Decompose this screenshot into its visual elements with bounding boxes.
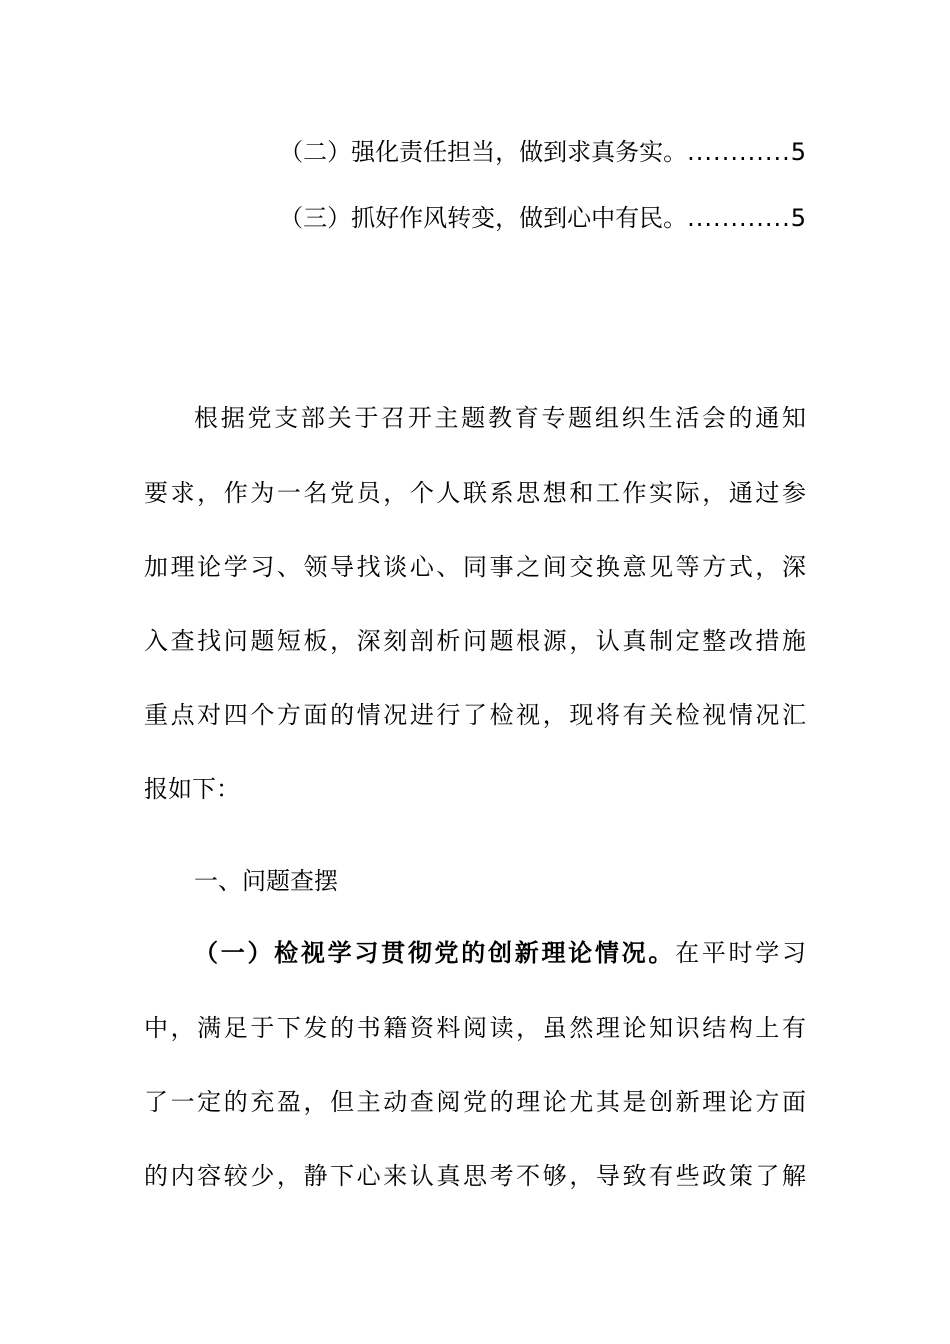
intro-paragraph-line: 入查找问题短板，深刻剖析问题根源，认真制定整改措施	[144, 627, 806, 655]
intro-paragraph-line: 要求，作为一名党员，个人联系思想和工作实际，通过参	[144, 479, 806, 507]
toc-page-number: 5	[790, 204, 806, 232]
intro-paragraph-line: 报如下：	[144, 775, 240, 803]
intro-paragraph-line: 根据党支部关于召开主题教育专题组织生活会的通知	[194, 404, 806, 432]
subsection-paragraph-line: 中，满足于下发的书籍资料阅读，虽然理论知识结构上有	[144, 1014, 806, 1042]
intro-paragraph-line: 重点对四个方面的情况进行了检视，现将有关检视情况汇	[144, 701, 806, 729]
subsection-first-line	[194, 933, 806, 973]
toc-entry[interactable]	[258, 132, 806, 172]
subsection-text: 在平时学习	[675, 939, 807, 967]
subsection-title: （一）检视学习贯彻党的创新理论情况。	[194, 939, 676, 967]
toc-entry-title: （二）强化责任担当，做到求真务实。	[279, 138, 688, 166]
toc-entry[interactable]	[258, 198, 806, 238]
toc-leader-dots: ............	[687, 138, 791, 166]
toc-leader-dots: ............	[687, 204, 791, 232]
section-heading: 一、问题查摆	[194, 867, 338, 895]
intro-paragraph-line: 加理论学习、领导找谈心、同事之间交换意见等方式，深	[144, 553, 806, 581]
subsection-paragraph-line: 的内容较少，静下心来认真思考不够，导致有些政策了解	[144, 1162, 806, 1190]
subsection-paragraph-line: 了一定的充盈，但主动查阅党的理论尤其是创新理论方面	[144, 1088, 806, 1116]
toc-page-number: 5	[790, 138, 806, 166]
toc-entry-title: （三）抓好作风转变，做到心中有民。	[279, 204, 688, 232]
